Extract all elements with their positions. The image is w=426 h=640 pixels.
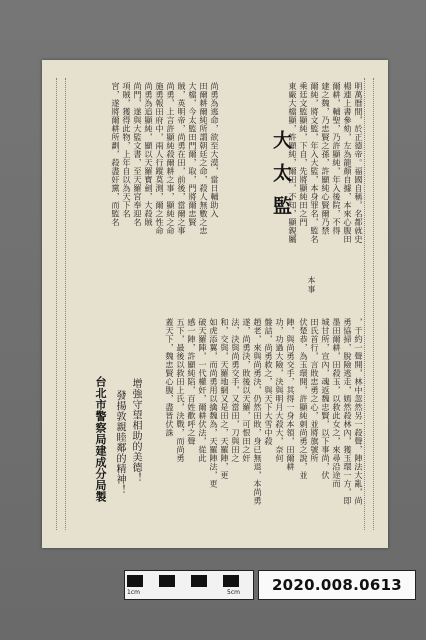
text-column: 感一陣，許顯純陷，百姓歡呼之聲 — [187, 318, 197, 446]
text-column: 東廠大檔顯，許顯純，爾田，不知，顯親屬 — [288, 82, 298, 244]
catalog-number-label: 2020.008.0613 — [258, 570, 416, 600]
text-column: 宮，遂將爾耕所劃，殺盡奸黨，而監名 — [111, 82, 121, 227]
text-column: 趙老，來與尚勇決，仍然田敗，身已無退，本尚勇 — [253, 318, 263, 505]
text-column: 盤詰，尚勇救之，與天下大雪中殺 — [264, 318, 274, 446]
document-sheet — [42, 60, 388, 548]
text-column: 墨田爾耕，田殺玉，以救此女之，來尋沿途而 — [332, 318, 342, 488]
ruler-label-end: 5cm — [227, 589, 240, 596]
text-column: 蓋天下，魏忠賢心腹，盡皆伏誅 — [165, 318, 175, 437]
text-column: 勇協掃，脫險逃走，嫣然殺林內，獲玉環一方，即 — [343, 318, 353, 505]
text-column: 陣，與尚勇交手，其得一身本領，田爾耕 — [286, 318, 296, 471]
document-author: 本事 — [307, 276, 316, 294]
text-column: 賊，英明帝，尚勇在田，前後，當爾之事 — [177, 82, 187, 235]
ruler-block — [191, 575, 207, 587]
text-column: 尚勇，上言許顯純殺爾耕之事，顯純之命 — [166, 82, 176, 235]
ruler-label-start: 1cm — [127, 589, 140, 596]
text-column: 明萬曆間，於正德帝。福國自稱，名都就史 — [354, 82, 364, 244]
text-column: 建之魏，乃忠賢之孫，許顯純心賢爾乃禁 — [321, 82, 331, 235]
document-title: 大太監 — [270, 130, 292, 229]
text-column: 爾耕，輔聖，乃許顯純，年入後院，不得 — [332, 82, 342, 235]
upper-left-text-block — [70, 82, 220, 312]
text-column: 施勇報田府中，兩人行蹤莫測，爾之性命 — [155, 82, 165, 235]
ruler-block — [159, 575, 175, 587]
text-column: 五下，最後以救田上氏，決戰，而尚勇 — [176, 318, 186, 463]
slogan-mutual-aid: 增強守望相助的美德！ — [130, 378, 141, 483]
text-column: ，于約一聲開，林中忽然另一殺聲，陣法大亂，尚 — [354, 318, 364, 505]
text-column: 尚勇為逃命，欲至大漠，當日輔助入 — [210, 82, 220, 218]
text-column: 和，交與，天羅地網又是田之，天羅陣，更 — [220, 318, 230, 480]
slogan-neighbor-spirit: 發揚敦親睦鄰的精神！ — [114, 390, 125, 495]
text-column: 爾純，將文監，年入大監，本身罪名，監名 — [310, 82, 320, 244]
text-column: 項賊，獲得此物，上年自以為天下名 — [122, 82, 132, 218]
text-column: 法，決與尚勇交手，又當田，刀與田之 — [231, 318, 241, 463]
right-decorative-border — [364, 78, 374, 530]
text-column: 遂，尚勇決，敗後以天羅，可恨田之奸 — [242, 318, 252, 463]
lower-middle-text-block — [154, 318, 296, 528]
text-column: 楊連上書參劾，左為龍顏自據，本來心腹田 — [343, 82, 353, 244]
text-column: 功，功過大險，決與明月大殺大，奈何 — [275, 318, 285, 463]
text-column: 如虎添翼，而尚勇用以擒魏為，天羅陣法，更 — [209, 318, 219, 488]
text-column: 乘廷文監顯純，下自，先將顯純田之門 — [299, 82, 309, 227]
text-column: 尚勇為追顯純，顯以天羅寶劍，大殺賊 — [144, 82, 154, 227]
text-column: 田氏首行，言敗忠勇之心，並將旗號所 — [310, 318, 320, 463]
lower-right-text-block — [294, 318, 364, 528]
left-decorative-border — [56, 78, 66, 530]
text-column: 尚門，遂與大監文書，至天羅宮奉迎名 — [133, 82, 143, 227]
ruler-block — [127, 575, 143, 587]
ruler-block — [223, 575, 239, 587]
text-column: 城甘所，宣內，魂返魏忠賢，以下事尚，伏 — [321, 318, 331, 480]
issuer-police-branch: 台北市警察局建成分局製 — [94, 376, 107, 503]
scale-ruler — [124, 570, 254, 600]
text-column: 田爾耕爾純所謂朝廷之命，殺人無數之忠 — [199, 82, 209, 235]
text-column: 伏楚恭，為玉環開，許顯純刺尚勇之說，並 — [299, 318, 309, 480]
text-column: 破天羅陣，一代權奸，爾耕伏法，從此 — [198, 318, 208, 463]
text-column: 大檔，今太監田門爾，取，門將爾忠賢 — [188, 82, 198, 227]
